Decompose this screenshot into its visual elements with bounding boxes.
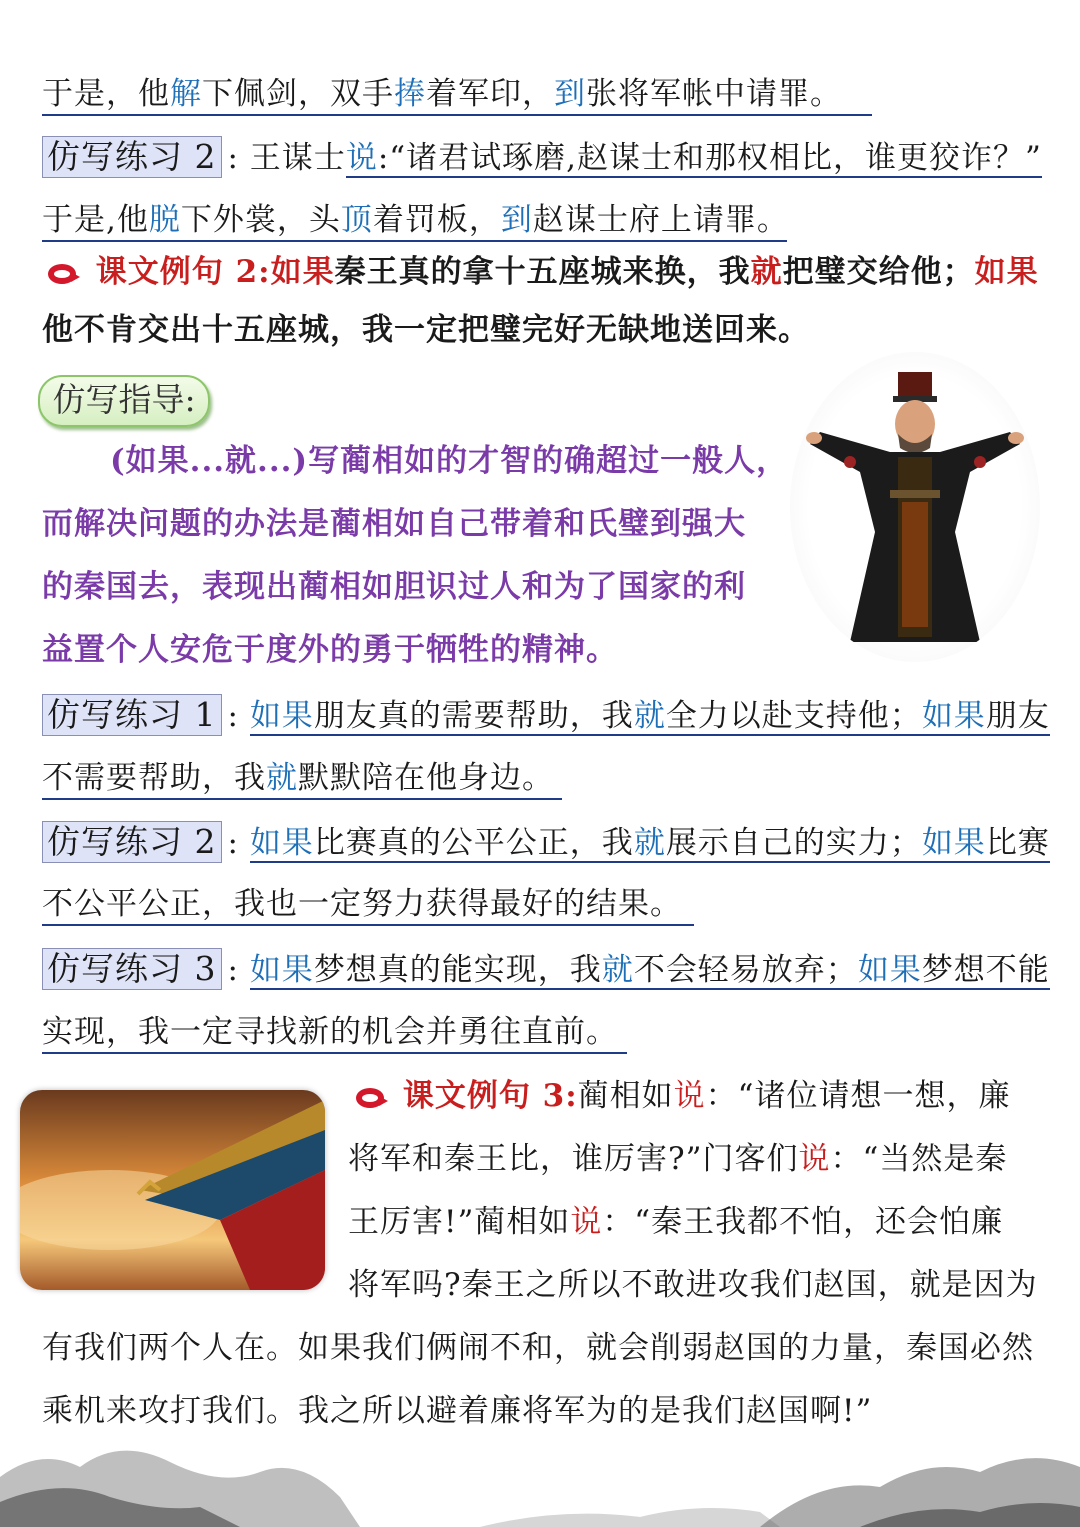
example-3-line-5: 有我们两个人在。如果我们俩闹不和，就会削弱赵国的力量，秦国必然: [42, 1330, 1034, 1366]
guide-text-3: 的秦国去，表现出蔺相如胆识过人和为了国家的利: [42, 569, 746, 605]
sentence-line-1: 于是，他解下佩剑，双手捧着军印，到张将军帐中请罪。: [42, 74, 872, 116]
ink-mountains: [0, 1417, 1080, 1527]
practice-3-line-1: 仿写练习 3 : 如果梦想真的能实现，我就不会轻易放弃；如果梦想不能: [42, 948, 1050, 990]
guide-text-1: (如果...就...)写蔺相如的才智的确超过一般人，: [110, 443, 789, 479]
example-2-line-2: 他不肯交出十五座城，我一定把璧完好无缺地送回来。: [42, 312, 810, 348]
emperor-photo: [790, 352, 1040, 662]
example-3-line-4: 将军吗?秦王之所以不敢进攻我们赵国，就是因为: [348, 1267, 1038, 1303]
sentence-line-3: 于是,他脱下外裳，头顶着罚板，到赵谋士府上请罪。: [42, 200, 787, 242]
example-3-line-6: 乘机来攻打我们。我之所以避着廉将军为的是我们赵国啊!”: [42, 1393, 873, 1429]
practice-tag: 仿写练习 1: [42, 694, 222, 736]
practice-tag: 仿写练习 2: [42, 136, 222, 178]
eye-bullet-icon: [356, 1088, 384, 1108]
example-2-line-1: 课文例句 2:如果秦王真的拿十五座城来换，我就把璧交给他；如果: [48, 252, 1039, 292]
practice-tag: 仿写练习 3: [42, 948, 222, 990]
example-3-line-2: 将军和秦王比，谁厉害?”门客们说：“当然是秦: [348, 1141, 1008, 1177]
practice-2-top: 仿写练习 2 : 王谋士说:“诸君试琢磨,赵谋士和那权相比，谁更狡诈？”: [42, 136, 1042, 178]
practice-2-line-2: 不公平公正，我也一定努力获得最好的结果。: [42, 884, 694, 926]
practice-3-line-2: 实现，我一定寻找新的机会并勇往直前。: [42, 1012, 627, 1054]
guide-text-2: 而解决问题的办法是蔺相如自己带着和氏璧到强大: [42, 506, 746, 542]
practice-tag: 仿写练习 2: [42, 821, 222, 863]
practice-1-line-2: 不需要帮助，我就默默陪在他身边。: [42, 758, 562, 800]
palace-roof-photo: [20, 1090, 325, 1290]
guide-text-4: 益置个人安危于度外的勇于牺牲的精神。: [42, 632, 618, 668]
eye-bullet-icon: [48, 264, 76, 284]
practice-1-line-1: 仿写练习 1 : 如果朋友真的需要帮助，我就全力以赴支持他；如果朋友: [42, 694, 1050, 736]
guide-label: 仿写指导:: [38, 375, 210, 427]
practice-2-line-1: 仿写练习 2 : 如果比赛真的公平公正，我就展示自己的实力；如果比赛: [42, 821, 1050, 863]
example-3-line-3: 王厉害!”蔺相如说：“秦王我都不怕，还会怕廉: [348, 1204, 1004, 1240]
example-3-line-1: 课文例句 3:蔺相如说：“诸位请想一想，廉: [356, 1076, 1011, 1116]
